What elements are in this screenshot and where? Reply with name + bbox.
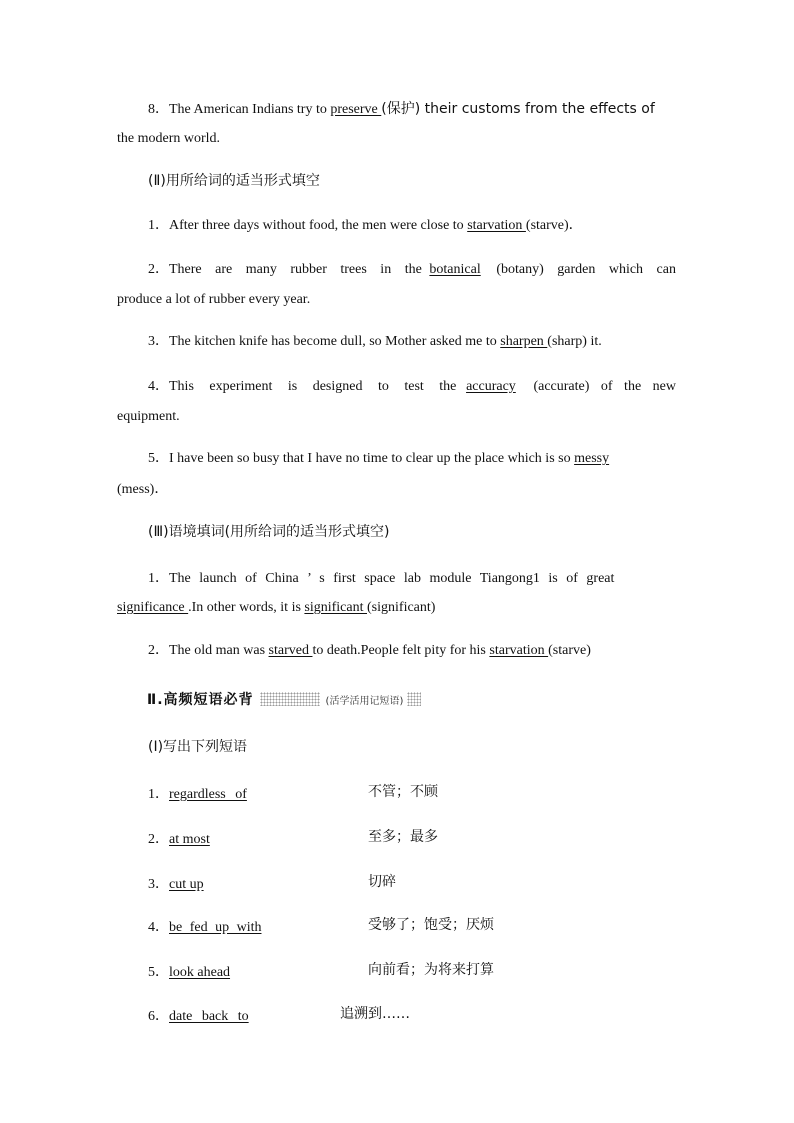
s2-q2-line1 bbox=[148, 261, 676, 279]
s3-q2-answer2: starvation bbox=[489, 643, 549, 658]
phrase-answer: at most bbox=[169, 832, 210, 847]
section-banner bbox=[147, 688, 421, 710]
section-heading-3: (Ⅲ)语境填词(用所给词的适当形式填空) bbox=[148, 524, 390, 540]
s3-q2-mid: to death.People felt pity for his bbox=[312, 643, 490, 658]
q8-text-pre: 8．The American Indians try to bbox=[148, 102, 331, 117]
phrase-meaning: 至多；最多 bbox=[368, 829, 438, 845]
s2-q2-answer: botanical bbox=[429, 262, 481, 277]
phrase-number: 6． bbox=[148, 1009, 169, 1024]
banner-title: Ⅱ.高频短语必背 bbox=[147, 692, 254, 708]
s2-q3-answer: sharpen bbox=[500, 334, 548, 349]
s2-q4-post: (accurate) of the new bbox=[533, 379, 676, 394]
s2-q3 bbox=[148, 333, 602, 351]
s2-q4-line2: equipment. bbox=[117, 409, 180, 424]
phrase-item bbox=[148, 828, 210, 848]
s2-q3-pre: 3．The kitchen knife has become dull, so Mother asked me to bbox=[148, 334, 501, 349]
s2-q2-pre: 2．There are many rubber trees in the bbox=[148, 262, 422, 277]
phrase-answer: be fed up with bbox=[169, 920, 262, 935]
phrase-meaning: 切碎 bbox=[368, 874, 396, 890]
section-heading-phrases: (Ⅰ)写出下列短语 bbox=[148, 739, 248, 755]
q8-line1 bbox=[148, 100, 676, 119]
s2-q1-answer: starvation bbox=[467, 218, 526, 233]
phrase-meaning: 追溯到…… bbox=[340, 1006, 410, 1022]
s2-q5-answer: messy bbox=[574, 451, 610, 466]
s3-q1-answer2: significant bbox=[304, 600, 368, 615]
s3-q1-line2 bbox=[117, 599, 435, 617]
phrase-number: 4． bbox=[148, 920, 169, 935]
s3-q2-pre: 2．The old man was bbox=[148, 643, 269, 658]
phrase-item bbox=[148, 961, 230, 981]
banner-subtitle: (活学活用记短语) bbox=[325, 695, 404, 707]
phrase-item bbox=[148, 873, 204, 893]
s3-q2-answer1: starved bbox=[268, 643, 313, 658]
phrase-meaning: 向前看；为将来打算 bbox=[368, 962, 494, 978]
phrase-answer: cut up bbox=[169, 877, 204, 892]
q8-text-post: (保护) their customs from the effects of bbox=[381, 101, 655, 117]
q8-answer: preserve bbox=[330, 102, 382, 117]
s3-q2-post: (starve) bbox=[548, 643, 591, 658]
phrase-item bbox=[148, 1005, 249, 1025]
dotted-decoration-right bbox=[407, 692, 421, 706]
phrase-answer: date back to bbox=[169, 1009, 249, 1024]
s2-q4-line1 bbox=[148, 378, 676, 396]
phrase-number: 3． bbox=[148, 877, 169, 892]
phrase-meaning: 受够了；饱受；厌烦 bbox=[368, 917, 494, 933]
s3-q2 bbox=[148, 642, 591, 660]
dotted-decoration bbox=[260, 692, 320, 706]
s2-q1-pre: 1．After three days without food, the men were close to bbox=[148, 218, 468, 233]
phrase-item bbox=[148, 783, 247, 803]
phrase-number: 2． bbox=[148, 832, 169, 847]
s2-q5-pre: 5．I have been so busy that I have no time to clear up the place which is so bbox=[148, 451, 575, 466]
s2-q1 bbox=[148, 217, 583, 235]
s2-q1-post: (starve)． bbox=[525, 218, 583, 233]
s3-q1-line1: 1．The launch of China ’ s first space lab module Tiangong1 is of great bbox=[148, 571, 615, 586]
s2-q3-post: (sharp) it. bbox=[547, 334, 602, 349]
s2-q2-line2: produce a lot of rubber every year. bbox=[117, 292, 311, 307]
section-heading-2: (Ⅱ)用所给词的适当形式填空 bbox=[148, 173, 320, 189]
phrase-answer: look ahead bbox=[169, 965, 231, 980]
s2-q2-post: (botany) garden which can bbox=[496, 262, 676, 277]
s3-q1-answer1: significance bbox=[117, 600, 189, 615]
phrase-answer: regardless of bbox=[169, 787, 247, 802]
s2-q4-answer: accuracy bbox=[466, 379, 516, 394]
phrase-number: 5． bbox=[148, 965, 169, 980]
phrase-meaning: 不管；不顾 bbox=[368, 784, 438, 800]
s2-q5-line2: (mess)． bbox=[117, 482, 169, 497]
s3-q1-mid: .In other words, it is bbox=[188, 600, 305, 615]
s2-q4-pre: 4．This experiment is designed to test the bbox=[148, 379, 457, 394]
phrase-number: 1． bbox=[148, 787, 169, 802]
s2-q5-line1 bbox=[148, 450, 609, 468]
q8-line2: the modern world. bbox=[117, 131, 221, 146]
phrase-item bbox=[148, 916, 261, 936]
s3-q1-post: (significant) bbox=[367, 600, 436, 615]
